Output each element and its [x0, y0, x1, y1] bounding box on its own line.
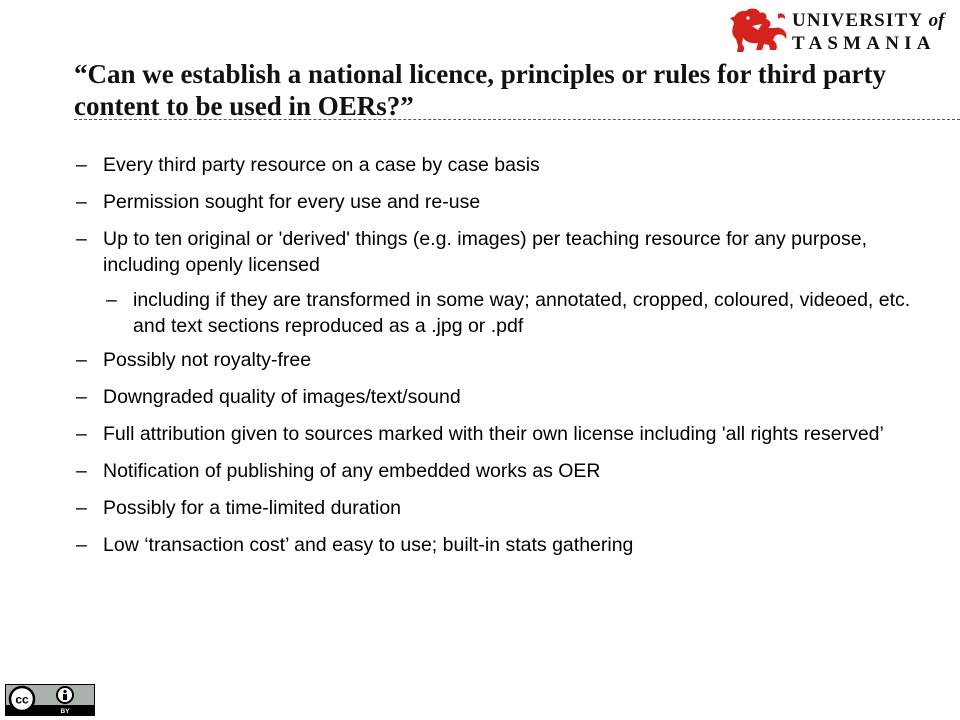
- bullet-text: including if they are transformed in some way; annotated, cropped, coloured, videoed, etc. and text sections reproduced as a .jpg or .pdf: [133, 289, 911, 337]
- bullet-item: [76, 384, 916, 410]
- cc-icon: [10, 687, 34, 711]
- by-label: BY: [59, 707, 70, 715]
- bullet-text: Up to ten original or 'derived' things (e.g. images) per teaching resource for any purpose, including openly licensed: [103, 228, 868, 276]
- logo-of: of: [928, 10, 945, 31]
- lion-crest-icon: [728, 6, 790, 56]
- bullet-text: Notification of publishing of any embedded works as OER: [103, 460, 601, 482]
- bullet-dash: –: [106, 289, 117, 311]
- bullet-item: [76, 152, 916, 178]
- bullet-item: [76, 421, 916, 447]
- cc-symbol: cc: [14, 692, 29, 706]
- bullet-dash: –: [76, 534, 87, 556]
- bullet-text: Possibly for a time-limited duration: [103, 497, 402, 519]
- bullet-text: Permission sought for every use and re-use: [103, 191, 481, 213]
- bullet-item: [76, 495, 916, 521]
- bullet-dash: –: [76, 460, 87, 482]
- logo-line2: TASMANIA: [792, 33, 936, 54]
- bullet-item: [76, 226, 916, 278]
- bullet-text: Full attribution given to sources marked with their own license including 'all rights reserved’: [103, 423, 884, 445]
- sub-bullet-item: [76, 287, 916, 339]
- bullet-item: [76, 347, 916, 373]
- bullet-dash: –: [76, 386, 87, 408]
- bullet-dash: –: [76, 191, 87, 213]
- bullet-text: Low ‘transaction cost’ and easy to use; built-in stats gathering: [103, 534, 634, 556]
- university-logo: [728, 6, 954, 56]
- cc-by-license-badge[interactable]: [5, 684, 95, 716]
- bullet-dash: –: [76, 423, 87, 445]
- cc-by-badge-graphic: [5, 684, 95, 716]
- bullet-text: Downgraded quality of images/text/sound: [103, 386, 461, 408]
- bullet-dash: –: [76, 349, 87, 371]
- bullet-dash: –: [76, 228, 87, 250]
- slide-title: “Can we establish a national licence, principles or rules for third party content to be used in OERs?”: [74, 59, 886, 121]
- bullet-dash: –: [76, 497, 87, 519]
- bullet-dash: –: [76, 154, 87, 176]
- logo-university-text: [792, 10, 944, 32]
- bullet-item: [76, 532, 916, 558]
- bullet-text: Possibly not royalty-free: [103, 349, 312, 371]
- logo-line1: UNIVERSITY: [792, 10, 923, 31]
- bullet-item: [76, 458, 916, 484]
- title-divider: [74, 119, 960, 120]
- bullet-text: Every third party resource on a case by case basis: [103, 154, 540, 176]
- bullet-item: [76, 189, 916, 215]
- bullet-list: [76, 152, 916, 569]
- by-person-icon: [57, 687, 73, 703]
